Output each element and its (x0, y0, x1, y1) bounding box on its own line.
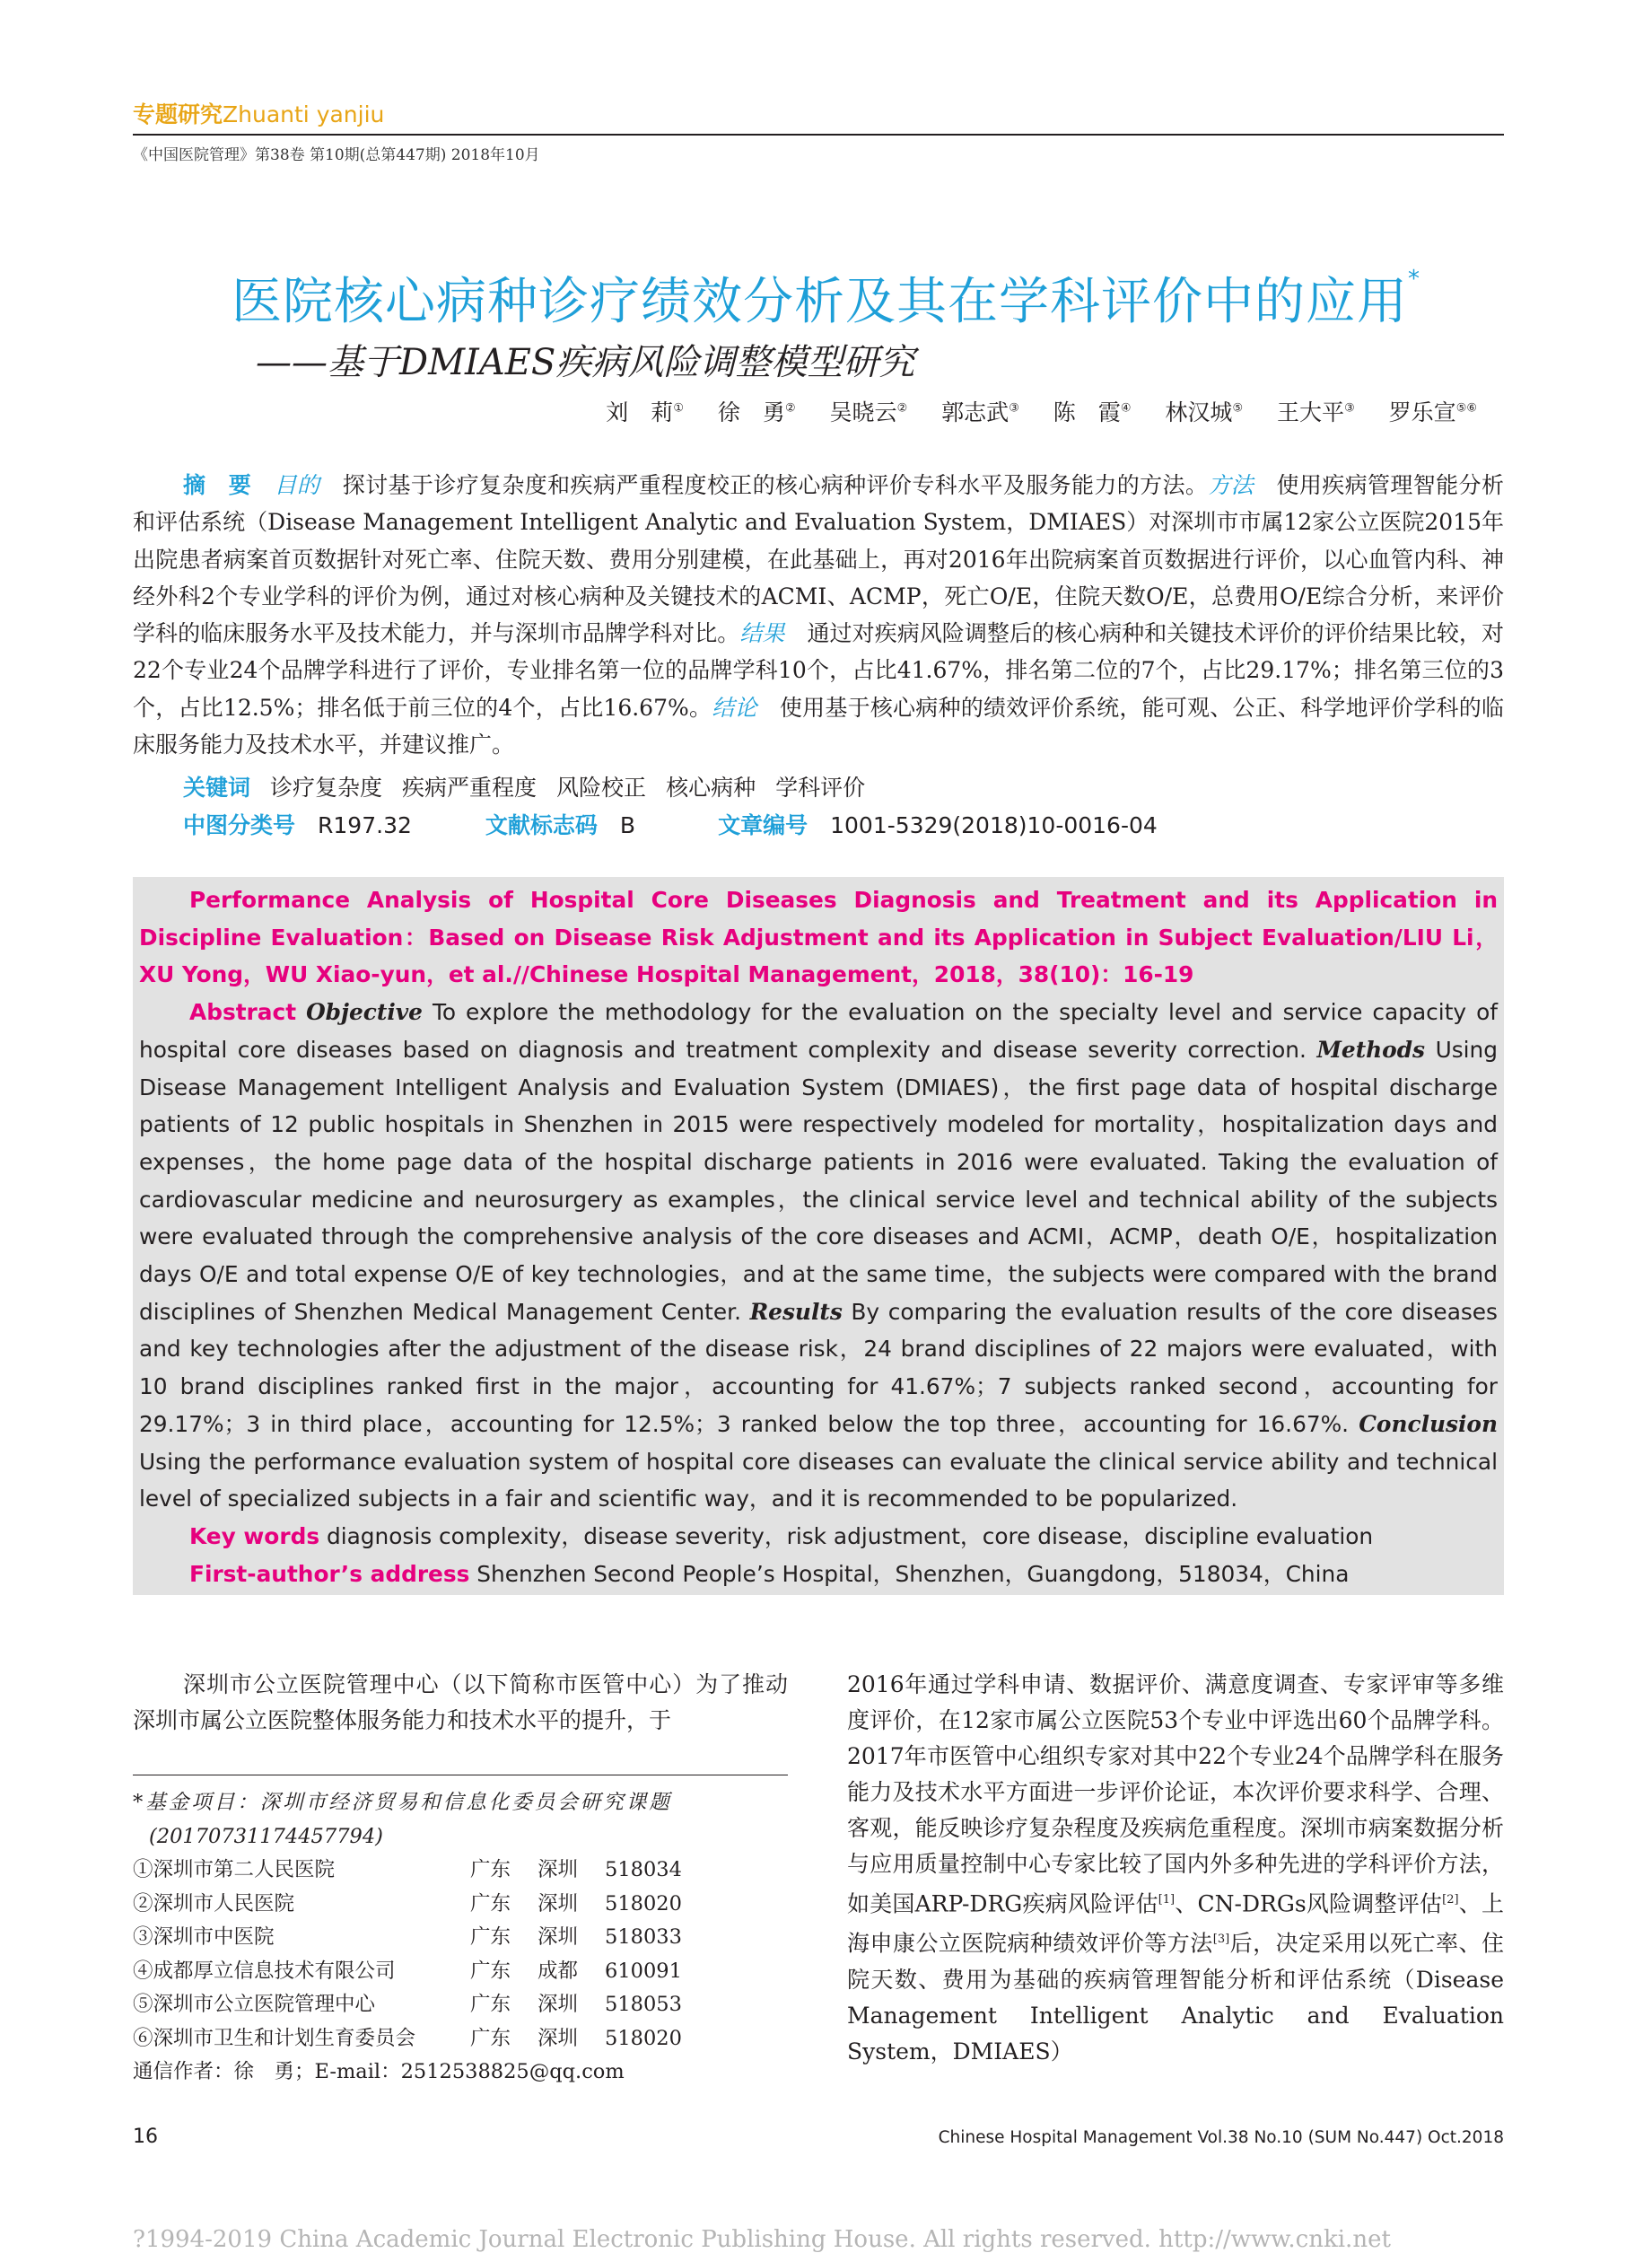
affiliation-zip: 610091 (605, 1959, 682, 1983)
keyword: 风险校正 (556, 775, 647, 801)
article-subtitle: ——基于DMIAES疾病风险调整模型研究 (256, 342, 915, 383)
conclusion-text: 使用基于核心病种的绩效评价系统，能可观、公正、科学地评价学科的临床服务能力及技术水平，并建议推广。 (133, 694, 1504, 758)
affiliation-province: 广东 (470, 1891, 511, 1915)
body-left-column (133, 1667, 788, 1739)
english-results-label: Results (749, 1298, 843, 1325)
objective-label: 目的 (274, 472, 320, 498)
affiliation-province: 广东 (470, 1959, 511, 1983)
body-text: 后，决定采用以死亡率、住院天数、费用为基础的疾病管理智能分析和评估系统（Disease Management Intelligent Analytic and Evaluation System，DMIAES） (847, 1930, 1504, 2065)
objective-text: 探讨基于诊疗复杂度和疾病严重程度校正的核心病种评价专科水平及服务能力的方法。 (342, 472, 1209, 498)
english-objective-label: Objective (306, 999, 423, 1026)
english-title: Performance Analysis of Hospital Core Diseases Diagnosis and Treatment and its Application in Discipline Evaluation：Based on Disease Risk Adjustment and its Application in Subject Evaluation/LIU Li，XU Yong，WU Xiao-yun，et al.//Chinese Hospital Management，2018，38(10)：16-19 (139, 887, 1498, 988)
abstract-label: 摘 要 (183, 472, 252, 498)
affiliation-row (133, 1988, 788, 2022)
affiliation-city: 深圳 (538, 1993, 579, 2016)
affiliation-row (133, 1854, 788, 1888)
copyright-watermark: ?1994-2019 China Academic Journal Electronic Publishing House. All rights reserved. http://www.cnki.net (133, 2226, 1391, 2253)
chinese-keywords (183, 770, 865, 802)
results-label: 结果 (739, 620, 785, 647)
english-methods-text: Using Disease Management Intelligent Analysis and Evaluation System (DMIAES)，the first page data of hospital discharge patients of 12 public hospitals in Shenzhen in 2015 were respectively modeled for mortality，hospitalization days and expenses，the home page data of the hospital discharge patients in 2016 were evaluated. Taking the evaluation of cardiovascular medicine and neurosurgery as examples，the clinical service level and technical ability of the subjects were evaluated through the comprehensive analysis of the core diseases and ACMI，ACMP，death O/E，hospitalization days O/E and total expense O/E of key technologies，and at the same time，the subjects were compared with the brand disciplines of Shenzhen Medical Management Center. (139, 1036, 1498, 1325)
english-abstract-label: Abstract (189, 999, 297, 1026)
author-affiliation-mark: ④ (1120, 401, 1132, 416)
author-affiliation-mark: ③ (1009, 401, 1019, 416)
doc-code-value: B (619, 812, 636, 838)
affiliation-province: 广东 (470, 2026, 511, 2050)
affiliation-name: ⑤深圳市公立医院管理中心 (133, 1993, 376, 2016)
body-paragraph (847, 1667, 1504, 2070)
author-name: 王大平 (1277, 399, 1345, 425)
section-tag-cn: 专题研究 (133, 101, 223, 127)
body-text: 2016年通过学科申请、数据评价、满意度调查、专家评审等多维度评价，在12家市属公立医院53个专业中评选出60个品牌学科。2017年市医管中心组织专家对其中22个专业24个品牌学科在服务能力及技术水平方面进一步评价论证，本次评价要求科学、合理、客观，能反映诊疗复杂程度及疾病危重程度。深圳市病案数据分析与应用质量控制中心专家比较了国内外多种先进的学科评价方法，如美国ARP-DRG疾病风险评估 (847, 1671, 1504, 1917)
english-abstract (139, 881, 1498, 1592)
english-conclusion-text: Using the performance evaluation system of hospital core diseases can evaluate the clinical service ability and technical level of specialized subjects in a fair and scientific way，and it is recommended to be popularized. (139, 1448, 1498, 1512)
affiliation-province: 广东 (470, 1858, 511, 1881)
footer-journal-info: Chinese Hospital Management Vol.38 No.10 (SUM No.447) Oct.2018 (938, 2128, 1504, 2147)
affiliation-row (133, 2022, 788, 2056)
author (1389, 399, 1477, 425)
author-affiliation-mark: ② (784, 401, 796, 416)
body-paragraph: 深圳市公立医院管理中心（以下简称市医管中心）为了推动深圳市属公立医院整体服务能力和技术水平的提升，于 (133, 1671, 788, 1733)
section-tag (133, 97, 384, 129)
affiliation-zip: 518034 (605, 1858, 682, 1881)
author-name: 吴晓云 (829, 399, 897, 425)
article-no-value: 1001-5329(2018)10-0016-04 (830, 812, 1158, 838)
body-text: 、CN-DRGs风险调整评估 (1175, 1890, 1443, 1917)
author-name: 刘 莉 (606, 399, 674, 425)
english-keywords-text: diagnosis complexity，disease severity，risk adjustment，core disease，discipline evaluation (326, 1522, 1374, 1549)
author-name: 郭志武 (941, 399, 1010, 425)
correspondence: 通信作者：徐 勇；E-mail：2512538825@qq.com (133, 2060, 625, 2083)
author-name: 林汉城 (1165, 399, 1233, 425)
author (1277, 399, 1355, 425)
doc-code-label: 文献标志码 (485, 812, 598, 838)
affiliation-zip: 518020 (605, 2026, 682, 2050)
page-number: 16 (133, 2126, 158, 2148)
funding-mark: * (1408, 266, 1420, 293)
affiliation-zip: 518020 (605, 1891, 682, 1915)
affiliation-row (133, 1888, 788, 1922)
author-affiliation-mark: ③ (1344, 401, 1355, 416)
results-text: 通过对疾病风险调整后的核心病种和关键技术评价的评价结果比较，对22个专业24个品牌学科进行了评价，专业排名第一位的品牌学科10个，占比41.67%，排名第二位的7个，占比29.17%；排名第三位的3个，占比12.5%；排名低于前三位的4个，占比16.67%。 (133, 620, 1504, 721)
body-right-column (847, 1667, 1504, 2070)
affiliation-name: ⑥深圳市卫生和计划生育委员会 (133, 2026, 416, 2050)
footnotes (133, 1786, 788, 2090)
article-no-label: 文章编号 (718, 812, 809, 838)
affiliation-name: ④成都厚立信息技术有限公司 (133, 1959, 396, 1983)
english-results-text: By comparing the evaluation results of the core diseases and key technologies after the adjustment of the disease risk，24 brand disciplines of 22 majors were evaluated，with 10 brand disciplines ranked first in the major，accounting for 41.67%；7 subjects ranked second，accounting for 29.17%；3 in third place，accounting for 12.5%；3 ranked below the top three，accounting for 16.67%. (139, 1298, 1498, 1437)
body-text: 、上海申康公立医院病种绩效评价等方法 (847, 1890, 1504, 1957)
affiliation-zip: 518033 (605, 1925, 682, 1949)
affiliation-province: 广东 (470, 1993, 511, 2016)
affiliation-city: 深圳 (538, 1858, 579, 1881)
author-affiliation-mark: ② (896, 401, 908, 416)
author (606, 399, 684, 425)
affiliation-name: ③深圳市中医院 (133, 1925, 275, 1949)
author (1165, 399, 1243, 425)
english-methods-label: Methods (1316, 1036, 1426, 1063)
methods-label: 方法 (1208, 472, 1254, 498)
chinese-abstract (133, 467, 1504, 763)
affiliation-city: 深圳 (538, 2026, 579, 2050)
first-author-address-label: First-author’s address (189, 1560, 470, 1587)
affiliation-city: 深圳 (538, 1925, 579, 1949)
author (718, 399, 796, 425)
citation-ref: [3] (1212, 1933, 1230, 1947)
affiliation-row (133, 1955, 788, 1989)
clc-label: 中图分类号 (183, 812, 296, 838)
english-objective-text: To explore the methodology for the evaluation on the specialty level and service capacity of hospital core diseases based on diagnosis and treatment complexity and disease severity correction. (139, 999, 1498, 1063)
author-name: 罗乐宣 (1388, 399, 1456, 425)
clc-value: R197.32 (318, 812, 412, 838)
author-name: 徐 勇 (717, 399, 785, 425)
affiliation-name: ①深圳市第二人民医院 (133, 1858, 336, 1881)
conclusion-label: 结论 (712, 694, 757, 721)
article-title-text: 医院核心病种诊疗绩效分析及其在学科评价中的应用 (232, 273, 1408, 331)
first-author-address: Shenzhen Second People’s Hospital，Shenzhen，Guangdong，518034，China (476, 1560, 1350, 1587)
author (1053, 399, 1132, 425)
keywords-label: 关键词 (183, 775, 251, 801)
keyword: 疾病严重程度 (402, 775, 538, 801)
author-affiliation-mark: ⑤⑥ (1455, 401, 1477, 416)
english-keywords-label: Key words (189, 1522, 320, 1549)
affiliation-row (133, 1921, 788, 1955)
english-conclusion-label: Conclusion (1359, 1410, 1498, 1437)
citation-ref: [1] (1158, 1893, 1176, 1907)
author-affiliation-mark: ① (673, 401, 684, 416)
funding-id: (20170731174457794) (149, 1824, 383, 1848)
keyword: 核心病种 (666, 775, 756, 801)
author-affiliation-mark: ⑤ (1232, 401, 1244, 416)
author (830, 399, 908, 425)
keyword: 诊疗复杂度 (270, 775, 383, 801)
funding-note: *基金项目：深圳市经济贸易和信息化委员会研究课题 (133, 1791, 672, 1814)
methods-text: 使用疾病管理智能分析和评估系统（Disease Management Intelligent Analytic and Evaluation System，DMIAES）对深圳市市属12家公立医院2015年出院患者病案首页数据针对死亡率、住院天数、费用分别建模，在此基础上，再对2016年出院病案首页数据进行评价，以心血管内科、神经外科2个专业学科的评价为例，通过对核心病种及关键技术的ACMI、ACMP，死亡O/E，住院天数O/E，总费用O/E综合分析，来评价学科的临床服务水平及技术能力，并与深圳市品牌学科对比。 (133, 472, 1504, 647)
author (941, 399, 1019, 425)
citation-ref: [2] (1442, 1893, 1459, 1907)
author-list (579, 395, 1477, 427)
article-title (0, 262, 1652, 334)
affiliation-name: ②深圳市人民医院 (133, 1891, 295, 1915)
affiliation-province: 广东 (470, 1925, 511, 1949)
affiliation-city: 深圳 (538, 1891, 579, 1915)
author-name: 陈 霞 (1053, 399, 1121, 425)
classification-line (183, 808, 1158, 840)
keyword: 学科评价 (775, 775, 866, 801)
affiliation-zip: 518053 (605, 1993, 682, 2016)
journal-issue-line: 《中国医院管理》第38卷 第10期(总第447期) 2018年10月 (133, 146, 540, 164)
affiliation-city: 成都 (538, 1959, 579, 1983)
section-tag-pinyin: Zhuanti yanjiu (223, 101, 385, 127)
header-rule (133, 134, 1504, 136)
